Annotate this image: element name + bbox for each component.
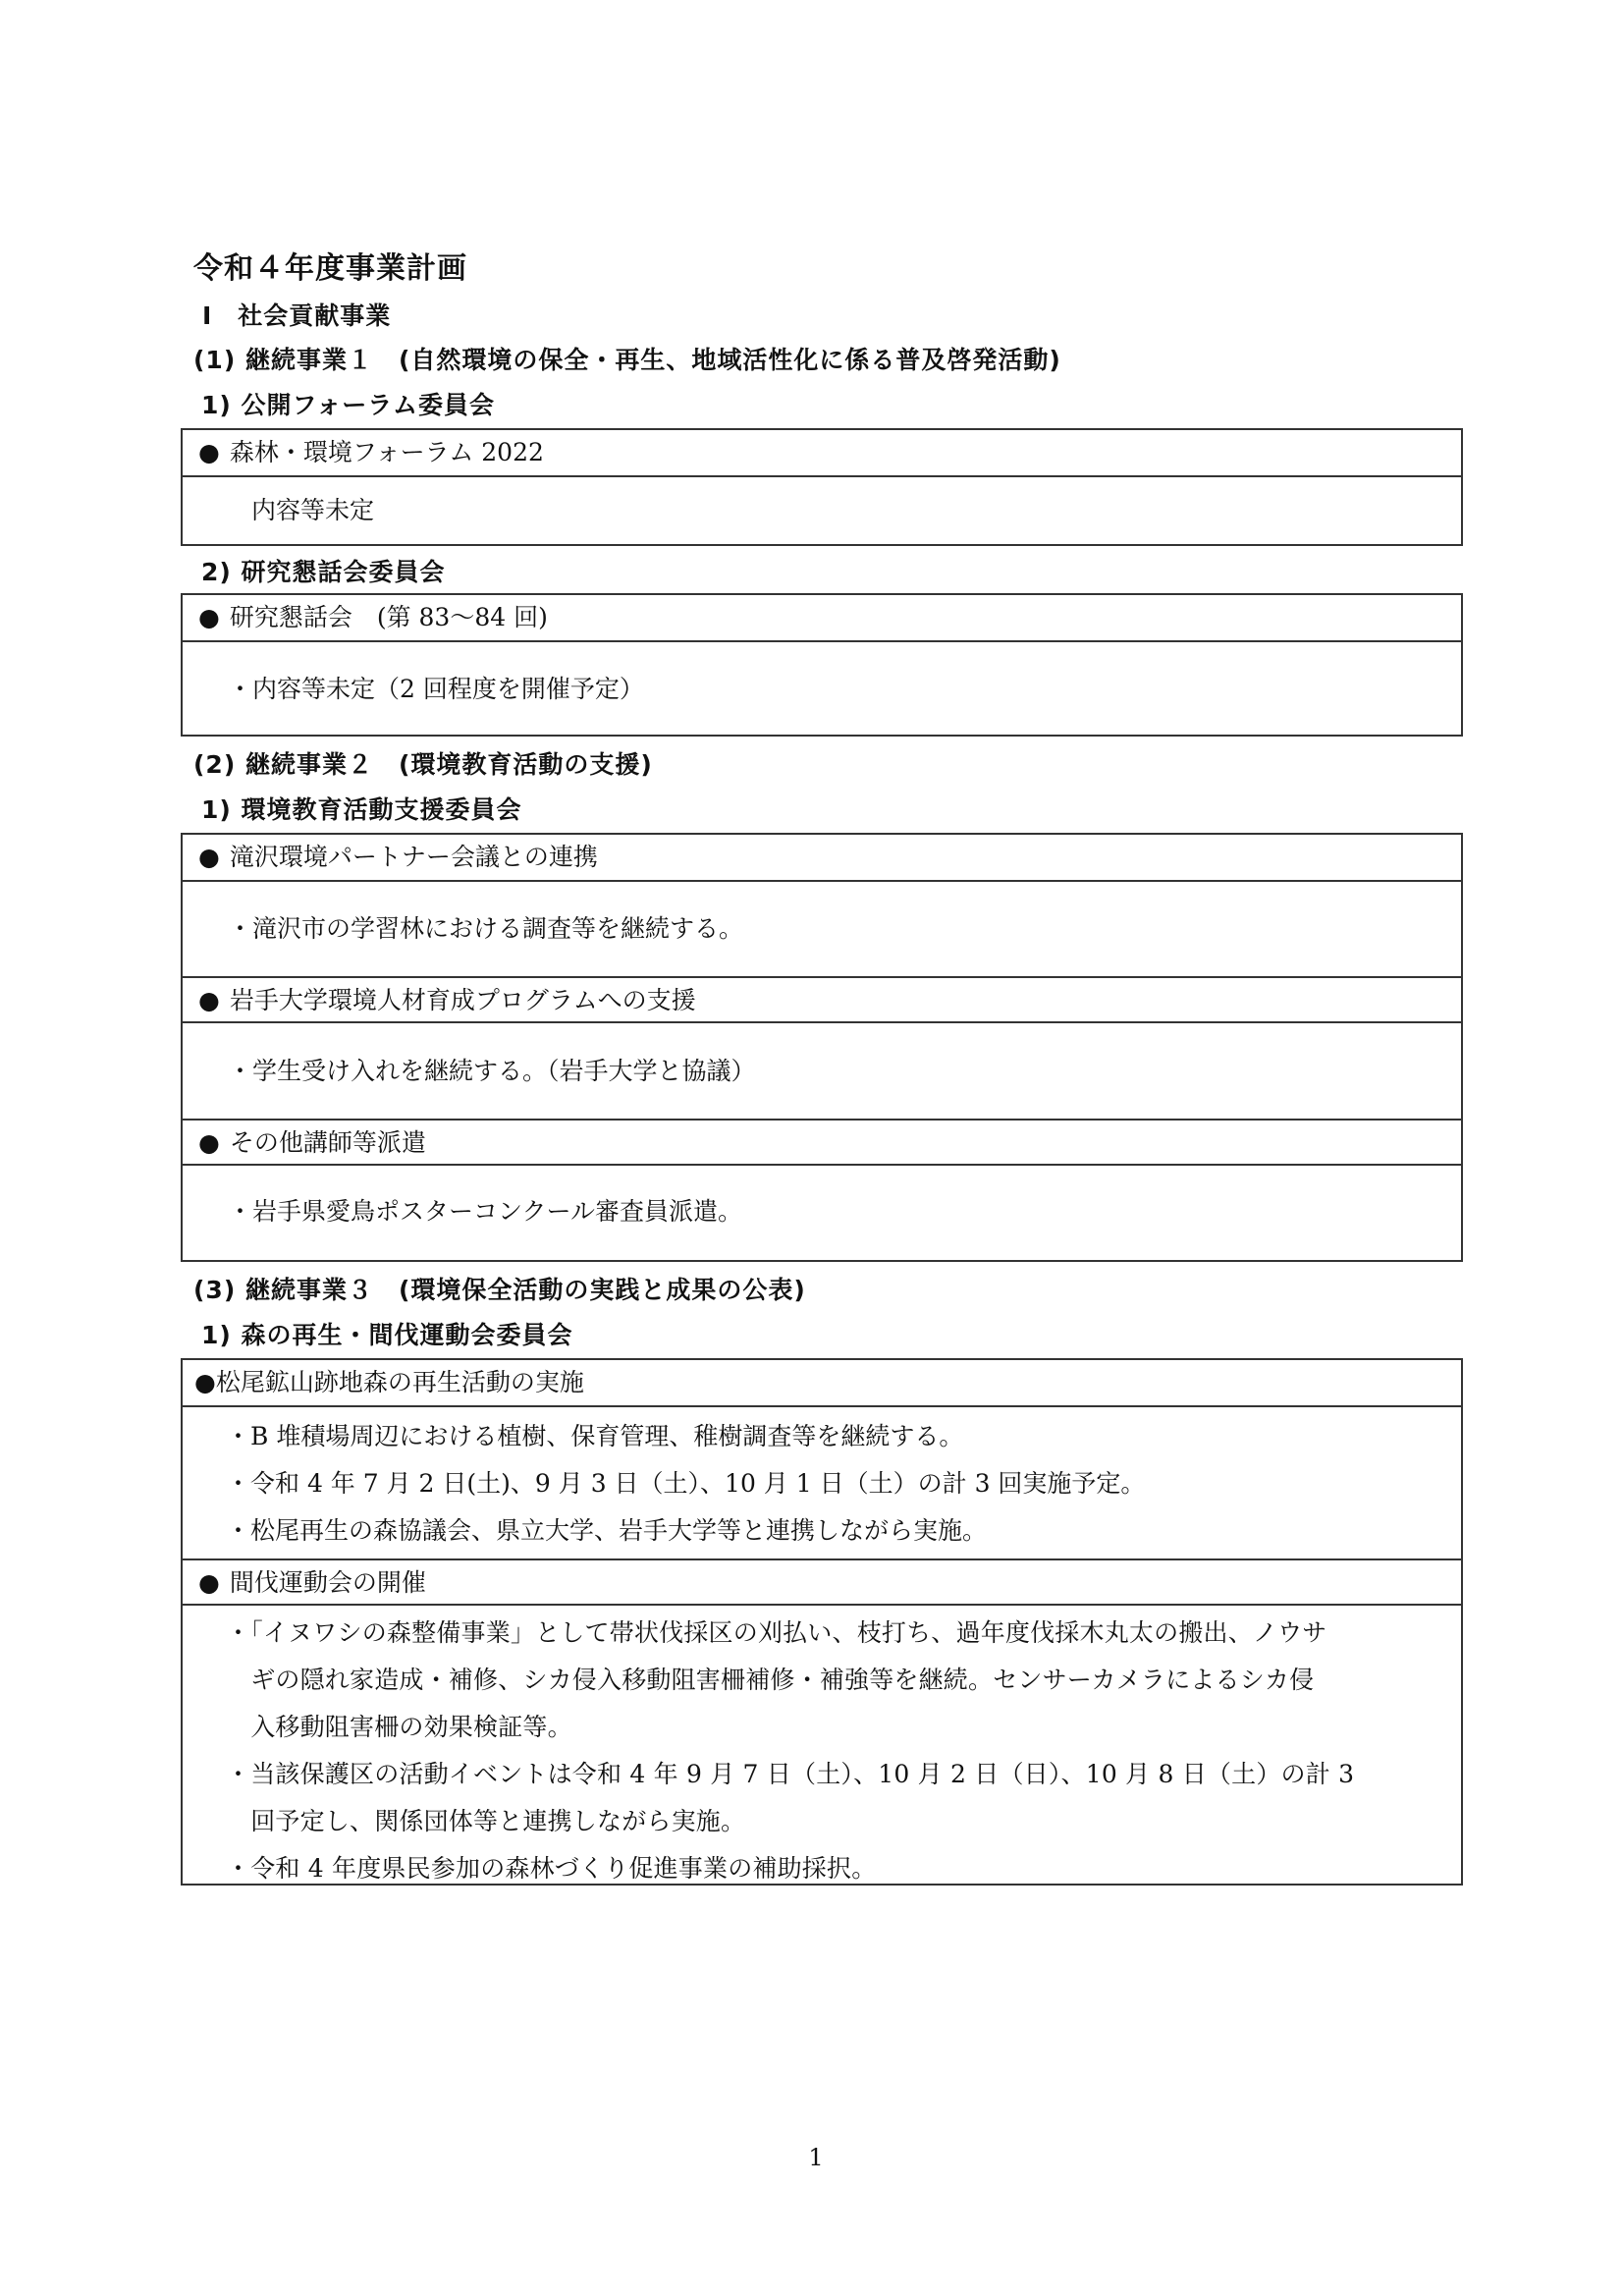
- thinning-header: [183, 1558, 1461, 1606]
- bullet-icon: ●: [198, 438, 220, 466]
- bullet-icon: ●: [198, 986, 220, 1014]
- heading-research-committee: 2) 研究懇話会委員会: [201, 558, 446, 586]
- education-item-2-header: [183, 976, 1461, 1023]
- thinning-body: [183, 1606, 1461, 1892]
- heading-continuing-project-3: (3) 継続事業３ (環境保全活動の実践と成果の公表): [193, 1276, 806, 1304]
- heading-continuing-project-1: (1) 継続事業１ (自然環境の保全・再生、地域活性化に係る普及啓発活動): [193, 346, 1061, 374]
- thinning-line-5: 回予定し、関係団体等と連携しながら実施。: [226, 1807, 746, 1835]
- education-item-2-detail: ・学生受け入れを継続する。（岩手大学と協議）: [228, 1057, 756, 1085]
- heading-forest-regeneration-committee: 1) 森の再生・間伐運動会委員会: [201, 1321, 573, 1349]
- matsuo-title: ●松尾鉱山跡地森の再生活動の実施: [194, 1368, 584, 1396]
- education-item-2-body: [183, 1023, 1461, 1119]
- education-item-1-body: [183, 882, 1461, 976]
- thinning-line-3: 入移動阻害柵の効果検証等。: [226, 1713, 572, 1741]
- bullet-icon: ●: [198, 1568, 220, 1597]
- heading-public-forum-committee: 1) 公開フォーラム委員会: [201, 391, 496, 419]
- forest-box: [181, 1358, 1463, 1886]
- thinning-line-2: ギの隠れ家造成・補修、シカ侵入移動阻害柵補修・補強等を継続。センサーカメラによるシカ侵: [226, 1666, 1315, 1694]
- research-box-body: [183, 642, 1461, 705]
- thinning-line-6: ・令和 4 年度県民参加の森林づくり促進事業の補助採択。: [226, 1854, 877, 1883]
- education-item-3-header: [183, 1119, 1461, 1166]
- education-item-3-body: [183, 1166, 1461, 1258]
- page-number: 1: [808, 2144, 824, 2171]
- education-item-1-header: [183, 835, 1461, 882]
- forum-box-header: [183, 430, 1461, 477]
- matsuo-line-3: ・松尾再生の森協議会、県立大学、岩手大学等と連携しながら実施。: [226, 1516, 988, 1545]
- matsuo-line-1: ・B 堆積場周辺における植樹、保育管理、稚樹調査等を継続する。: [226, 1422, 964, 1450]
- education-item-1-title: 滝沢環境パートナー会議との連携: [229, 843, 598, 871]
- forum-detail: 内容等未定: [251, 496, 375, 524]
- thinning-title: 間伐運動会の開催: [229, 1568, 426, 1597]
- bullet-icon: ●: [198, 603, 220, 631]
- heading-continuing-project-2: (2) 継続事業２ (環境教育活動の支援): [193, 750, 653, 779]
- thinning-line-4: ・当該保護区の活動イベントは令和 4 年 9 月 7 日（土）、10 月 2 日（日）、10 月 8 日（土）の計 3: [226, 1760, 1355, 1788]
- research-box-header: [183, 595, 1461, 642]
- research-detail: ・内容等未定（2 回程度を開催予定）: [228, 675, 644, 703]
- forum-box: [181, 428, 1463, 546]
- education-item-3-title: その他講師等派遣: [229, 1128, 426, 1157]
- education-item-3-detail: ・岩手県愛鳥ポスターコンクール審査員派遣。: [228, 1197, 743, 1226]
- heading-education-support-committee: 1) 環境教育活動支援委員会: [201, 795, 522, 824]
- bullet-icon: ●: [198, 1128, 220, 1157]
- bullet-icon: ●: [198, 843, 220, 871]
- research-title: 研究懇話会 (第 83～84 回): [229, 603, 548, 631]
- section-heading-1: Ⅰ 社会貢献事業: [202, 301, 392, 330]
- education-item-2-title: 岩手大学環境人材育成プログラムへの支援: [229, 986, 696, 1014]
- research-box: [181, 593, 1463, 737]
- forum-box-body: [183, 477, 1461, 526]
- document-title: 令和４年度事業計画: [193, 251, 467, 286]
- thinning-line-1: ・「イヌワシの森整備事業」として帯状伐採区の刈払い、枝打ち、過年度伐採木丸太の搬出、ノウサ: [226, 1618, 1327, 1647]
- matsuo-line-2: ・令和 4 年 7 月 2 日(土)、9 月 3 日（土）、10 月 1 日（土）の計 3 回実施予定。: [226, 1469, 1146, 1498]
- education-item-1-detail: ・滝沢市の学習林における調査等を継続する。: [228, 914, 744, 943]
- matsuo-header: [183, 1360, 1461, 1407]
- education-box: [181, 833, 1463, 1262]
- matsuo-body: [183, 1407, 1461, 1558]
- forum-title: 森林・環境フォーラム 2022: [229, 438, 544, 466]
